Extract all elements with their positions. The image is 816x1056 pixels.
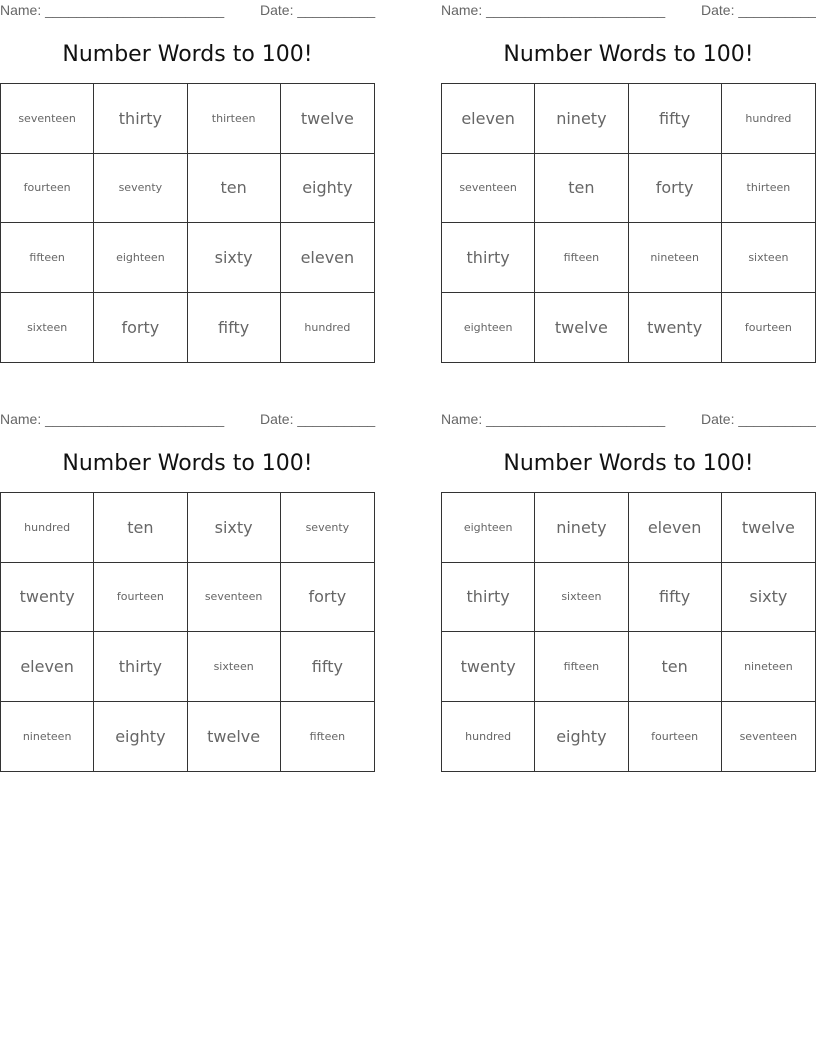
grid-cell: twelve xyxy=(281,84,374,154)
name-line: Name: _______________________ xyxy=(441,2,666,18)
grid-cell: eleven xyxy=(1,632,94,702)
grid-cell: fifty xyxy=(188,293,281,363)
name-line: Name: _______________________ xyxy=(0,2,225,18)
bingo-grid xyxy=(441,83,816,363)
name-line: Name: _______________________ xyxy=(441,411,666,427)
grid-cell: eighteen xyxy=(442,293,535,363)
card-header xyxy=(0,2,375,20)
card-header xyxy=(441,2,816,20)
grid-cell: eleven xyxy=(629,493,722,563)
grid-cell: eighty xyxy=(281,154,374,224)
grid-cell: hundred xyxy=(442,702,535,772)
grid-cell: nineteen xyxy=(722,632,815,702)
grid-cell: eighteen xyxy=(94,223,187,293)
grid-cell: ninety xyxy=(535,84,628,154)
grid-cell: sixty xyxy=(188,493,281,563)
grid-cell: hundred xyxy=(304,320,351,334)
grid-cell: seventeen xyxy=(1,84,94,154)
grid-cell: fifty xyxy=(281,632,374,702)
grid-cell: fifty xyxy=(629,84,722,154)
date-line: Date: __________ xyxy=(701,411,816,427)
grid-cell: forty xyxy=(281,563,374,633)
grid-cell: ten xyxy=(629,632,722,702)
grid-cell: seventeen xyxy=(739,729,798,743)
grid-cell: thirty xyxy=(94,84,187,154)
grid-cell: nineteen xyxy=(1,702,94,772)
grid-cell: sixteen xyxy=(722,223,815,293)
grid-cell: thirty xyxy=(442,223,535,293)
date-line: Date: __________ xyxy=(701,2,816,18)
name-line: Name: _______________________ xyxy=(0,411,225,427)
grid-cell: twenty xyxy=(1,563,94,633)
grid-cell: fourteen xyxy=(94,563,187,633)
grid-cell: fifteen xyxy=(535,223,628,293)
card-title: Number Words to 100! xyxy=(503,451,754,476)
grid-cell: seventeen xyxy=(188,563,281,633)
grid-cell: ten xyxy=(188,154,281,224)
card-header xyxy=(441,411,816,429)
grid-cell: twelve xyxy=(535,293,628,363)
grid-cell: eighteen xyxy=(442,493,535,563)
grid-cell: forty xyxy=(629,154,722,224)
grid-cell: fifteen xyxy=(309,729,346,743)
grid-cell: twenty xyxy=(629,293,722,363)
grid-cell: ten xyxy=(94,493,187,563)
grid-cell: seventeen xyxy=(442,154,535,224)
grid-cell: fourteen xyxy=(629,702,722,772)
grid-cell: seventy xyxy=(281,493,374,563)
card-title: Number Words to 100! xyxy=(503,42,754,67)
grid-cell: twenty xyxy=(442,632,535,702)
grid-cell: sixty xyxy=(722,563,815,633)
bingo-card-3 xyxy=(0,409,375,774)
bingo-grid xyxy=(0,492,375,772)
grid-cell: thirty xyxy=(94,632,187,702)
grid-cell: eleven xyxy=(281,223,374,293)
grid-cell: eighty xyxy=(535,702,628,772)
grid-cell: fourteen xyxy=(744,320,792,334)
grid-cell: ten xyxy=(535,154,628,224)
card-title: Number Words to 100! xyxy=(62,42,313,67)
grid-cell: twelve xyxy=(722,493,815,563)
grid-cell: fourteen xyxy=(1,154,94,224)
grid-cell: ninety xyxy=(535,493,628,563)
grid-cell: thirteen xyxy=(722,154,815,224)
grid-cell: nineteen xyxy=(629,223,722,293)
grid-cell: eleven xyxy=(442,84,535,154)
card-header xyxy=(0,411,375,429)
grid-cell: sixteen xyxy=(188,632,281,702)
card-title: Number Words to 100! xyxy=(62,451,313,476)
grid-cell: fifty xyxy=(629,563,722,633)
bingo-card-1 xyxy=(0,0,375,365)
grid-cell: sixteen xyxy=(535,563,628,633)
grid-cell: hundred xyxy=(1,493,94,563)
bingo-grid xyxy=(0,83,375,363)
grid-cell: forty xyxy=(94,293,187,363)
date-line: Date: __________ xyxy=(260,411,376,427)
date-line: Date: __________ xyxy=(260,2,376,18)
grid-cell: fifteen xyxy=(1,223,94,293)
grid-cell: sixty xyxy=(188,223,281,293)
grid-cell: fifteen xyxy=(535,632,628,702)
bingo-card-4 xyxy=(441,409,816,774)
grid-cell: eighty xyxy=(94,702,187,772)
grid-cell: twelve xyxy=(188,702,281,772)
grid-cell: sixteen xyxy=(1,293,94,363)
grid-cell: seventy xyxy=(94,154,187,224)
grid-cell: hundred xyxy=(722,84,815,154)
bingo-grid xyxy=(441,492,816,772)
grid-cell: thirty xyxy=(442,563,535,633)
grid-cell: thirteen xyxy=(188,84,281,154)
bingo-card-2 xyxy=(441,0,816,365)
